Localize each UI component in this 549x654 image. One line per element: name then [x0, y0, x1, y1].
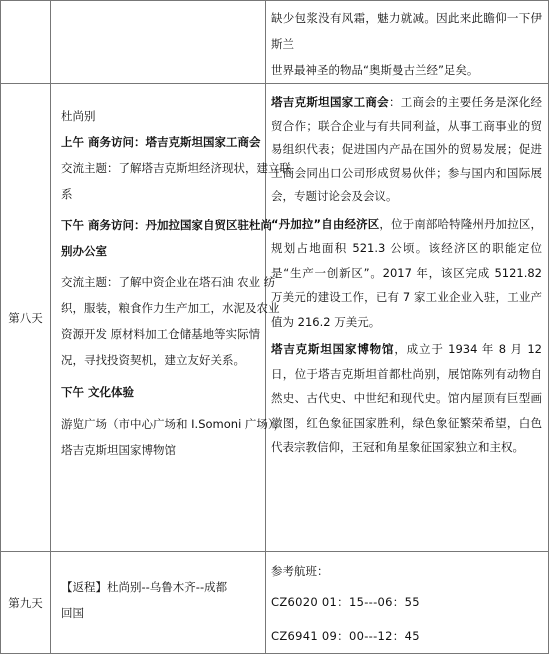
flight-line: CZ6020 01：15---06：55	[271, 595, 420, 609]
activity-text: 况，寻找投资契机，建立友好关系。	[61, 353, 245, 367]
itinerary-row-day8	[1, 84, 549, 552]
day-cell-empty	[1, 1, 51, 84]
day-label-day8: 第八天	[1, 84, 51, 552]
afternoon-visit-heading-cont: 别办公室	[61, 244, 107, 258]
description-line: 缺少包浆没有风霜，魅力就减。因此来此瞻仰一下伊斯兰	[271, 11, 542, 51]
itinerary-row-continuation	[1, 1, 549, 84]
chamber-of-commerce-title: 塔吉克斯坦国家工商会	[271, 95, 389, 109]
activities-cell-day8	[51, 84, 291, 552]
activity-text: 织，服装，粮食作力生产加工，水泥及农业	[61, 301, 280, 315]
free-zone-paragraph	[271, 212, 542, 335]
activity-text: 交流主题：了解中资企业在塔石油 农业 纺	[61, 275, 276, 289]
flights-cell-day9	[266, 552, 549, 654]
activities-cell-day9	[51, 552, 266, 654]
day-label-day9: 第九天	[1, 552, 51, 654]
activity-text: 资源开发 原材料加工仓储基地等实际情	[61, 327, 261, 341]
free-zone-title: “丹加拉”自由经济区	[271, 216, 380, 231]
return-home: 回国	[61, 606, 84, 620]
culture-heading: 下午 文化体验	[61, 385, 135, 399]
activities-cell-empty	[51, 1, 266, 84]
free-zone-text: ，位于南部哈特隆州丹加拉区，规划占地面积 521.3 公顷。该经济区的职能定位是“生产一创新区”。2017 年，该区完成 5121.82 万美元的建设工作，已有 7 家工业企业入驻，工业产值为 216.2 万美元。	[271, 216, 542, 329]
morning-visit-heading: 上午 商务访问：塔吉克斯坦国家工商会	[61, 135, 261, 149]
flights-title: 参考航班：	[271, 564, 329, 578]
description-cell	[266, 1, 549, 84]
return-route: 【返程】杜尚别--乌鲁木齐--成都	[61, 580, 228, 594]
flight-line: CZ6941 09：00---12：45	[271, 629, 420, 643]
chamber-of-commerce-text: ：工商会的主要任务是深化经贸合作；联合企业与有共同利益，从事工商事业的贸易组织代表；促进国内产品在国外的贸易发展；促进工商会同出口公司形成贸易伙伴；参与国内和国际展会，专题讨论会及会议。	[271, 95, 543, 203]
activity-text: 交流主题：了解塔吉克斯坦经济现状，建立联	[61, 161, 291, 175]
museum-title: 塔吉克斯坦国家博物馆	[271, 342, 395, 356]
museum-paragraph	[271, 337, 542, 460]
afternoon-visit-heading: 下午 商务访问：丹加拉国家自贸区驻杜尚	[61, 218, 273, 232]
itinerary-row-day9	[1, 552, 549, 654]
museum-text: ，成立于 1934 年 8 月 12 日，位于塔吉克斯坦首都杜尚别，展馆陈列有动物自然史、古代史、中世纪和现代史。馆内屋顶有巨型画徽图，红色象征国家胜利，绿色象征繁荣希望，白色代表宗教信仰，王冠和角星象征国家独立和主权。	[271, 342, 543, 454]
activity-text: 塔吉克斯坦国家博物馆	[61, 443, 176, 457]
description-cell-day8	[266, 84, 549, 552]
city-label: 杜尚别	[61, 109, 96, 123]
activity-text: 游览广场（市中心广场和 I.Somoni 广场），	[61, 417, 286, 431]
chamber-of-commerce-paragraph	[271, 91, 542, 209]
description-line: 世界最神圣的物品“奥斯曼古兰经”足矣。	[271, 63, 479, 77]
activity-text: 系	[61, 187, 73, 201]
